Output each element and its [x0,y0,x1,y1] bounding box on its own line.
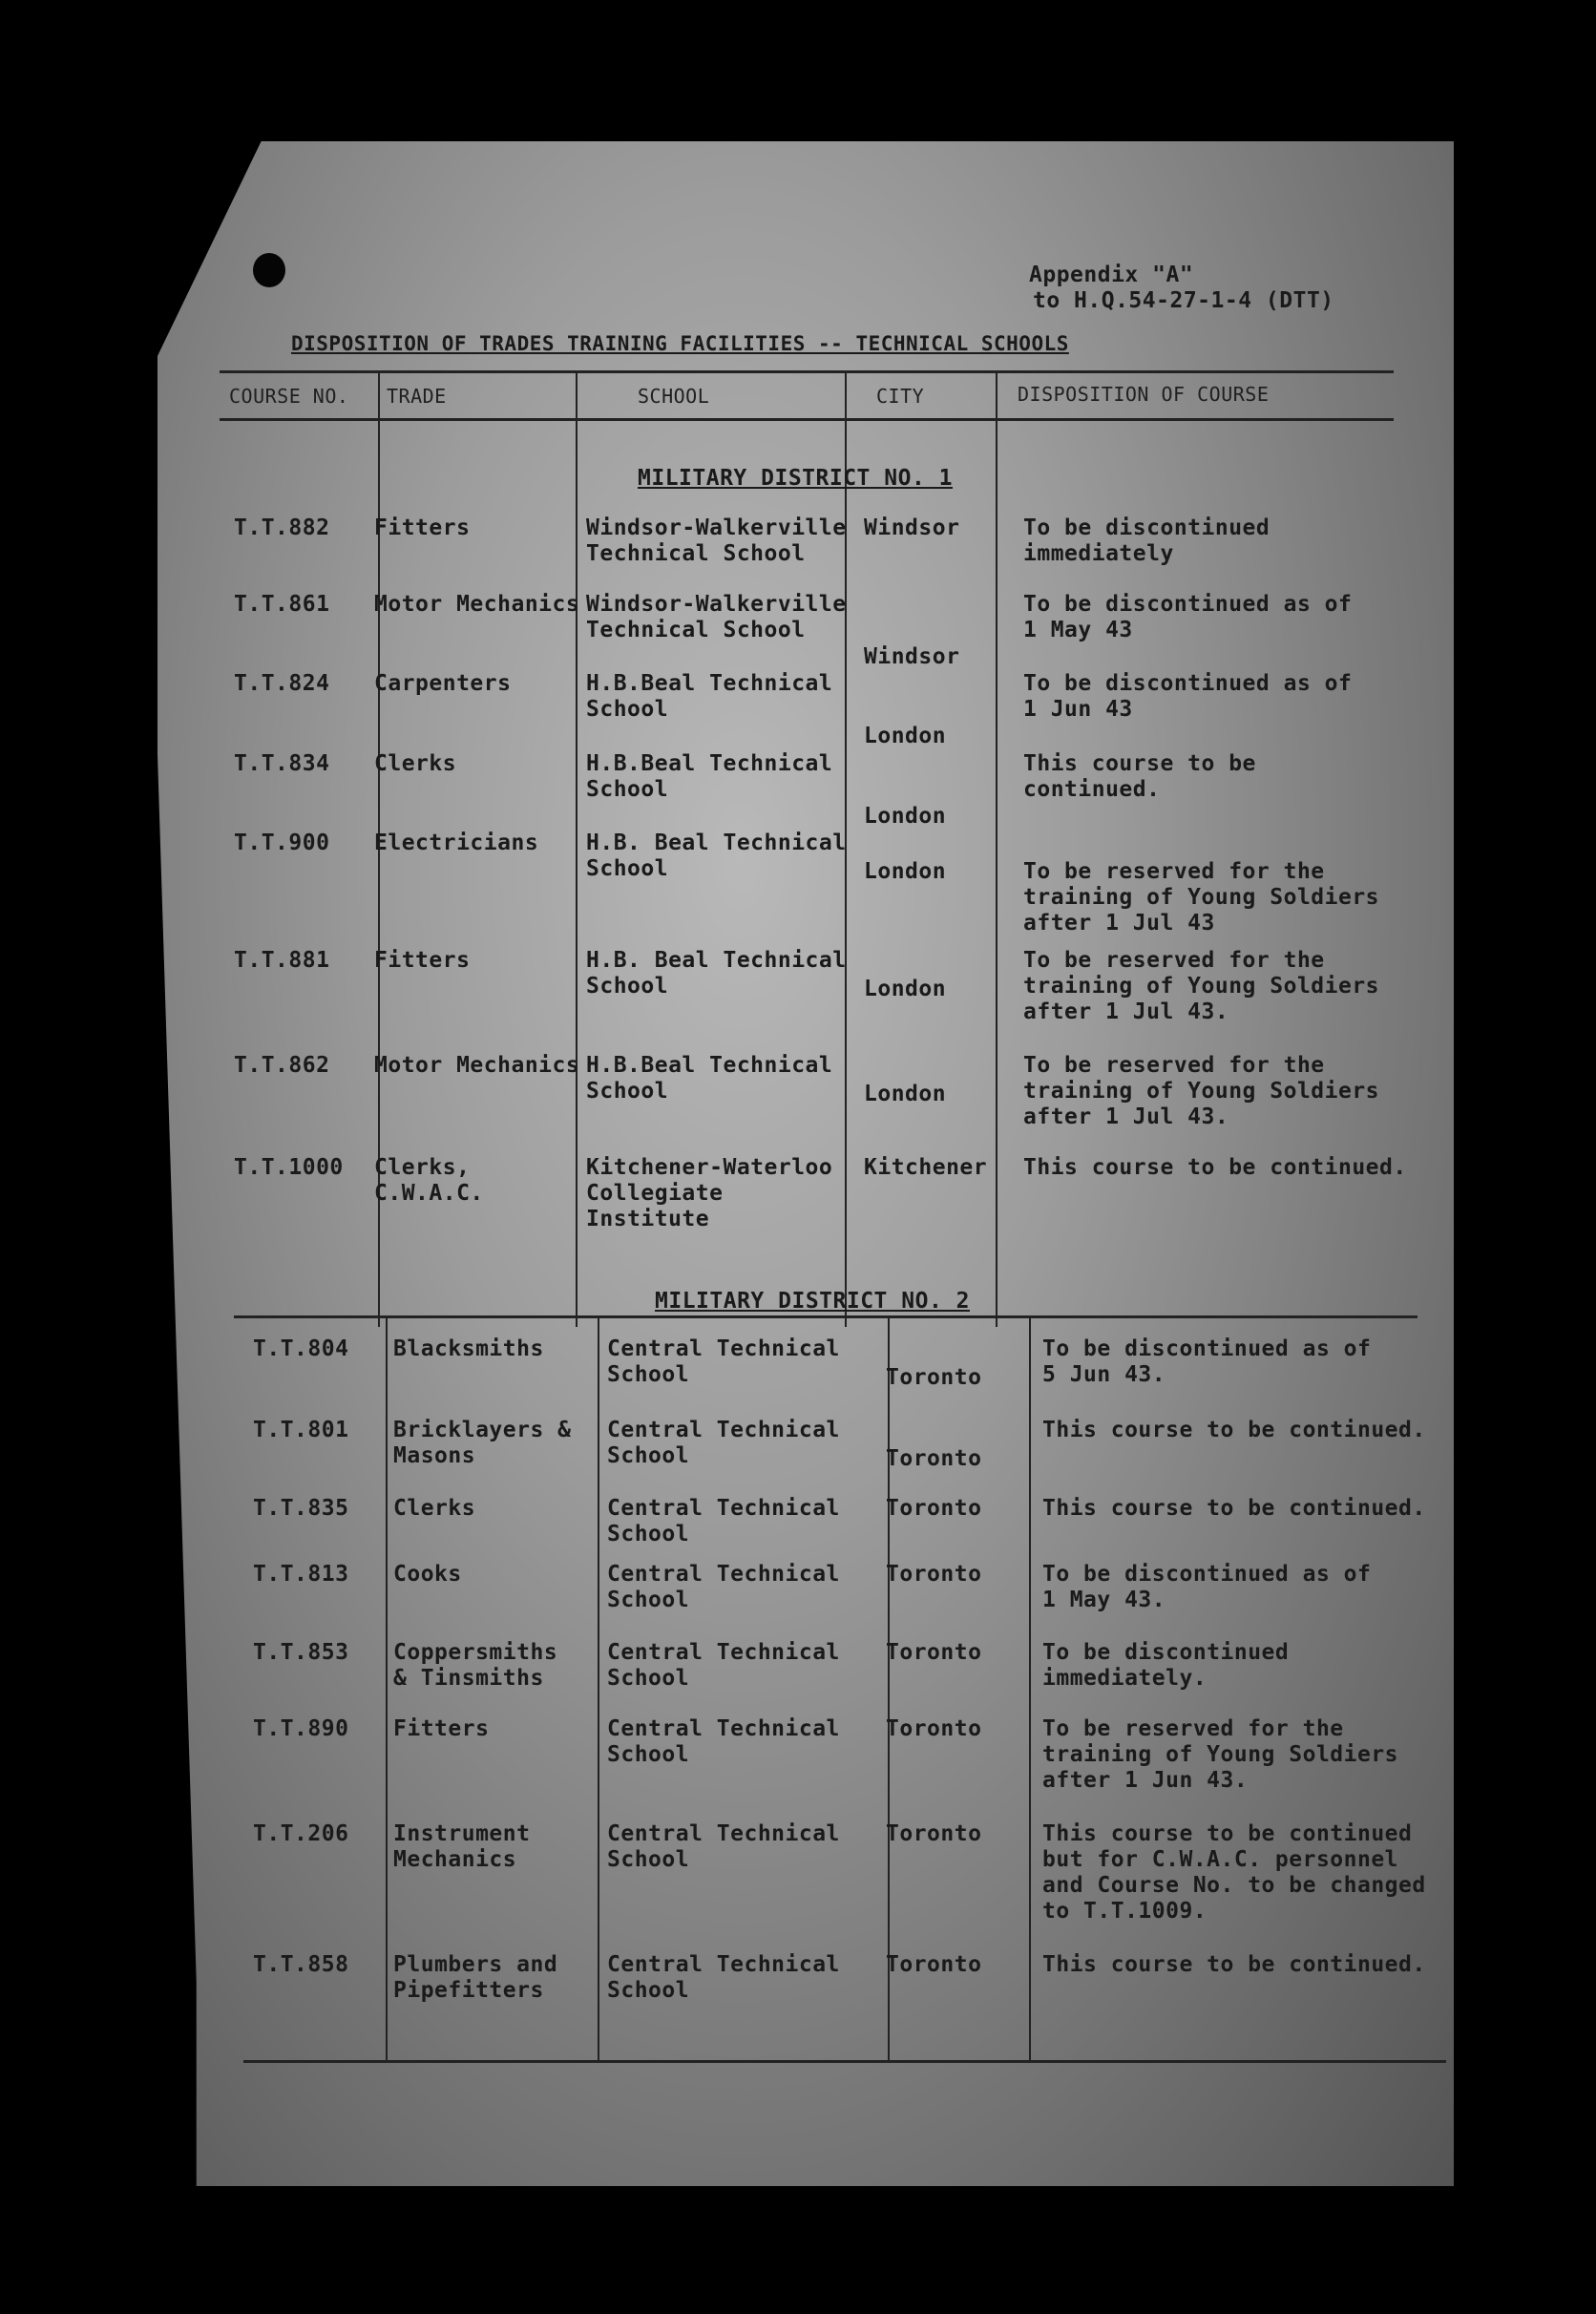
school-cell: Central Technical [607,1821,840,1846]
school-cell: School [607,1978,690,2003]
school-cell: Technical School [586,618,806,642]
disposition-cell: to T.T.1009. [1042,1899,1208,1924]
trade-cell: Motor Mechanics [374,592,580,617]
school-cell: Institute [586,1207,710,1231]
disposition-cell: This course to be continued. [1023,1155,1407,1180]
trade-cell: Clerks, [374,1155,471,1180]
city-cell: Toronto [886,1365,982,1390]
disposition-cell: after 1 Jul 43 [1023,911,1215,936]
district-divider-rule [234,1315,1418,1318]
disposition-cell: To be discontinued as of [1042,1562,1372,1587]
disposition-cell: To be reserved for the [1023,859,1325,884]
course-number: T.T.900 [234,831,330,855]
disposition-cell: To be discontinued as of [1023,671,1353,696]
school-cell: Kitchener-Waterloo [586,1155,833,1180]
trade-cell: Motor Mechanics [374,1053,580,1078]
trade-cell: Mechanics [393,1847,517,1872]
column-header-disposition: DISPOSITION OF COURSE [1018,383,1270,406]
table-bottom-rule [243,2060,1446,2063]
district-heading: MILITARY DISTRICT NO. 1 [638,466,953,491]
column-rule [888,1317,890,2062]
column-header-course: COURSE NO. [229,385,349,408]
course-number: T.T.861 [234,592,330,617]
school-cell: H.B. Beal Technical [586,948,847,973]
trade-cell: Clerks [374,751,457,776]
disposition-cell: To be reserved for the [1042,1716,1344,1741]
city-cell: Toronto [886,1446,982,1471]
school-cell: School [586,856,669,881]
city-cell: Toronto [886,1640,982,1665]
school-cell: Central Technical [607,1952,840,1977]
column-rule [386,1317,388,2062]
disposition-cell: training of Young Soldiers [1042,1742,1399,1767]
district-heading: MILITARY DISTRICT NO. 2 [655,1289,970,1314]
appendix-line-2: to H.Q.54-27-1-4 (DTT) [1033,288,1334,313]
school-cell: Central Technical [607,1418,840,1442]
school-cell: School [607,1362,690,1387]
trade-cell: Instrument [393,1821,531,1846]
city-cell: Toronto [886,1562,982,1587]
course-number: T.T.804 [253,1336,349,1361]
disposition-cell: 1 May 43. [1042,1588,1166,1612]
school-cell: H.B.Beal Technical [586,751,833,776]
disposition-cell: immediately. [1042,1666,1208,1691]
school-cell: H.B.Beal Technical [586,671,833,696]
course-number: T.T.206 [253,1821,349,1846]
course-number: T.T.824 [234,671,330,696]
column-header-city: CITY [876,385,925,408]
document-title: DISPOSITION OF TRADES TRAINING FACILITIES -- TECHNICAL SCHOOLS [291,332,1069,355]
column-header-trade: TRADE [387,385,447,408]
disposition-cell: To be reserved for the [1023,948,1325,973]
city-cell: Windsor [864,515,960,540]
school-cell: Central Technical [607,1716,840,1741]
disposition-cell: after 1 Jul 43. [1023,1104,1229,1129]
disposition-cell: and Course No. to be changed [1042,1873,1426,1898]
school-cell: H.B. Beal Technical [586,831,847,855]
disposition-cell: training of Young Soldiers [1023,974,1380,999]
trade-cell: Cooks [393,1562,462,1587]
disposition-cell: after 1 Jul 43. [1023,999,1229,1024]
school-cell: Central Technical [607,1562,840,1587]
disposition-cell: To be discontinued as of [1023,592,1353,617]
city-cell: Toronto [886,1716,982,1741]
disposition-cell: To be discontinued [1042,1640,1290,1665]
disposition-cell: To be discontinued [1023,515,1270,540]
trade-cell: Fitters [393,1716,490,1741]
disposition-cell: 1 Jun 43 [1023,697,1133,722]
trade-cell: C.W.A.C. [374,1181,484,1206]
course-number: T.T.834 [234,751,330,776]
course-number: T.T.835 [253,1496,349,1521]
school-cell: Central Technical [607,1336,840,1361]
course-number: T.T.858 [253,1952,349,1977]
trade-cell: Pipefitters [393,1978,544,2003]
school-cell: School [586,697,669,722]
appendix-line-1: Appendix "A" [1029,263,1194,287]
disposition-cell: but for C.W.A.C. personnel [1042,1847,1399,1872]
disposition-cell: 5 Jun 43. [1042,1362,1166,1387]
city-cell: Windsor [864,644,960,669]
disposition-cell: This course to be [1023,751,1256,776]
disposition-cell: To be discontinued as of [1042,1336,1372,1361]
trade-cell: Fitters [374,515,471,540]
disposition-cell: immediately [1023,541,1174,566]
column-rule [598,1317,599,2062]
school-cell: School [586,974,669,999]
city-cell: London [864,859,947,884]
trade-cell: & Tinsmiths [393,1666,544,1691]
school-cell: Technical School [586,541,806,566]
course-number: T.T.1000 [234,1155,344,1180]
disposition-cell: To be reserved for the [1023,1053,1325,1078]
trade-cell: Plumbers and [393,1952,558,1977]
disposition-cell: This course to be continued. [1042,1418,1426,1442]
column-rule [1029,1317,1031,2062]
course-number: T.T.853 [253,1640,349,1665]
school-cell: H.B.Beal Technical [586,1053,833,1078]
city-cell: London [864,724,947,748]
school-cell: School [607,1522,690,1546]
trade-cell: Bricklayers & [393,1418,572,1442]
course-number: T.T.890 [253,1716,349,1741]
city-cell: Toronto [886,1821,982,1846]
table-top-rule [220,370,1394,373]
trade-cell: Masons [393,1443,476,1468]
school-cell: Central Technical [607,1640,840,1665]
school-cell: School [607,1742,690,1767]
trade-cell: Carpenters [374,671,512,696]
school-cell: School [586,1079,669,1104]
school-cell: School [607,1588,690,1612]
city-cell: Toronto [886,1496,982,1521]
disposition-cell: training of Young Soldiers [1023,1079,1380,1104]
trade-cell: Coppersmiths [393,1640,558,1665]
disposition-cell: This course to be continued. [1042,1952,1426,1977]
school-cell: Collegiate [586,1181,724,1206]
school-cell: Windsor-Walkerville [586,515,847,540]
course-number: T.T.862 [234,1053,330,1078]
course-number: T.T.801 [253,1418,349,1442]
course-number: T.T.882 [234,515,330,540]
header-bottom-rule [220,418,1394,421]
disposition-cell: This course to be continued [1042,1821,1413,1846]
trade-cell: Fitters [374,948,471,973]
disposition-cell: This course to be continued. [1042,1496,1426,1521]
school-cell: Windsor-Walkerville [586,592,847,617]
course-number: T.T.881 [234,948,330,973]
punch-hole [253,253,285,287]
school-cell: Central Technical [607,1496,840,1521]
disposition-cell: after 1 Jun 43. [1042,1768,1249,1793]
disposition-cell: continued. [1023,777,1161,802]
disposition-cell: training of Young Soldiers [1023,885,1380,910]
city-cell: London [864,804,947,829]
trade-cell: Clerks [393,1496,476,1521]
column-rule [996,372,998,1327]
city-cell: London [864,977,947,1001]
school-cell: School [607,1666,690,1691]
trade-cell: Electricians [374,831,539,855]
city-cell: Kitchener [864,1155,988,1180]
column-rule [576,372,578,1327]
trade-cell: Blacksmiths [393,1336,544,1361]
column-header-school: SCHOOL [638,385,710,408]
city-cell: Toronto [886,1952,982,1977]
city-cell: London [864,1082,947,1106]
school-cell: School [586,777,669,802]
school-cell: School [607,1443,690,1468]
disposition-cell: 1 May 43 [1023,618,1133,642]
school-cell: School [607,1847,690,1872]
course-number: T.T.813 [253,1562,349,1587]
